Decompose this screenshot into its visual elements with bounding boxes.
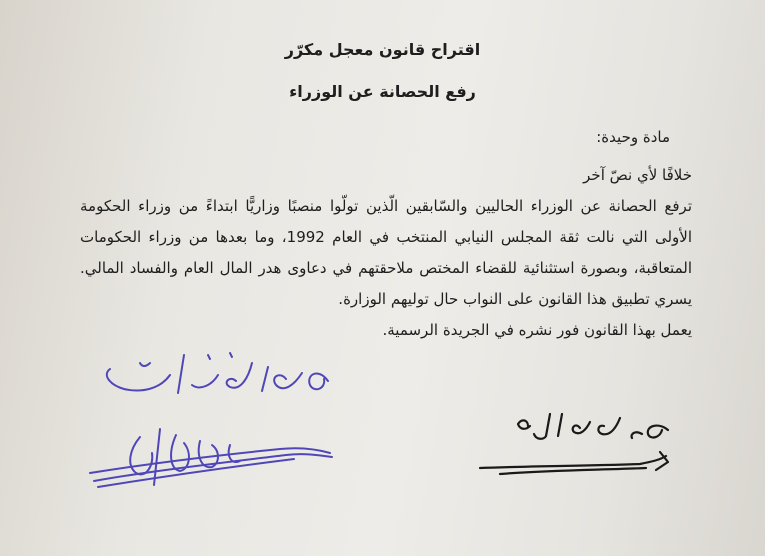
article-heading: مادة وحيدة: bbox=[596, 128, 670, 146]
document-subtitle: رفع الحصانة عن الوزراء bbox=[289, 82, 476, 101]
document-body bbox=[80, 160, 692, 346]
document-title: اقتراح قانون معجل مكرّر bbox=[284, 40, 481, 59]
signature-handwriting-blue bbox=[80, 345, 350, 505]
signature-hani-kobeissy bbox=[80, 345, 350, 505]
body-paragraph: ترفع الحصانة عن الوزراء الحاليين والسّابقين الّذين تولّوا منصبًا وزاريًّا ابتداءً من وزراء الحكومة الأولى التي نالت ثقة المجلس النيابي المنتخب في العام 1992، وما بعدها من وزراء الحكومات المتعاقبة، وبصورة استثنائية للقضاء المختص ملاحقتهم في دعاوى هدر المال العام والفساد المالي. يسري تطبيق هذا القانون على النواب حال توليهم الوزارة. bbox=[80, 197, 692, 308]
signature-handwriting-black bbox=[470, 400, 690, 485]
closing-line: يعمل بهذا القانون فور نشره في الجريدة الرسمية. bbox=[382, 321, 692, 339]
signature-hassan-fadlallah bbox=[470, 400, 690, 485]
body-paragraph: خلافًا لأي نصّ آخر bbox=[583, 166, 692, 184]
